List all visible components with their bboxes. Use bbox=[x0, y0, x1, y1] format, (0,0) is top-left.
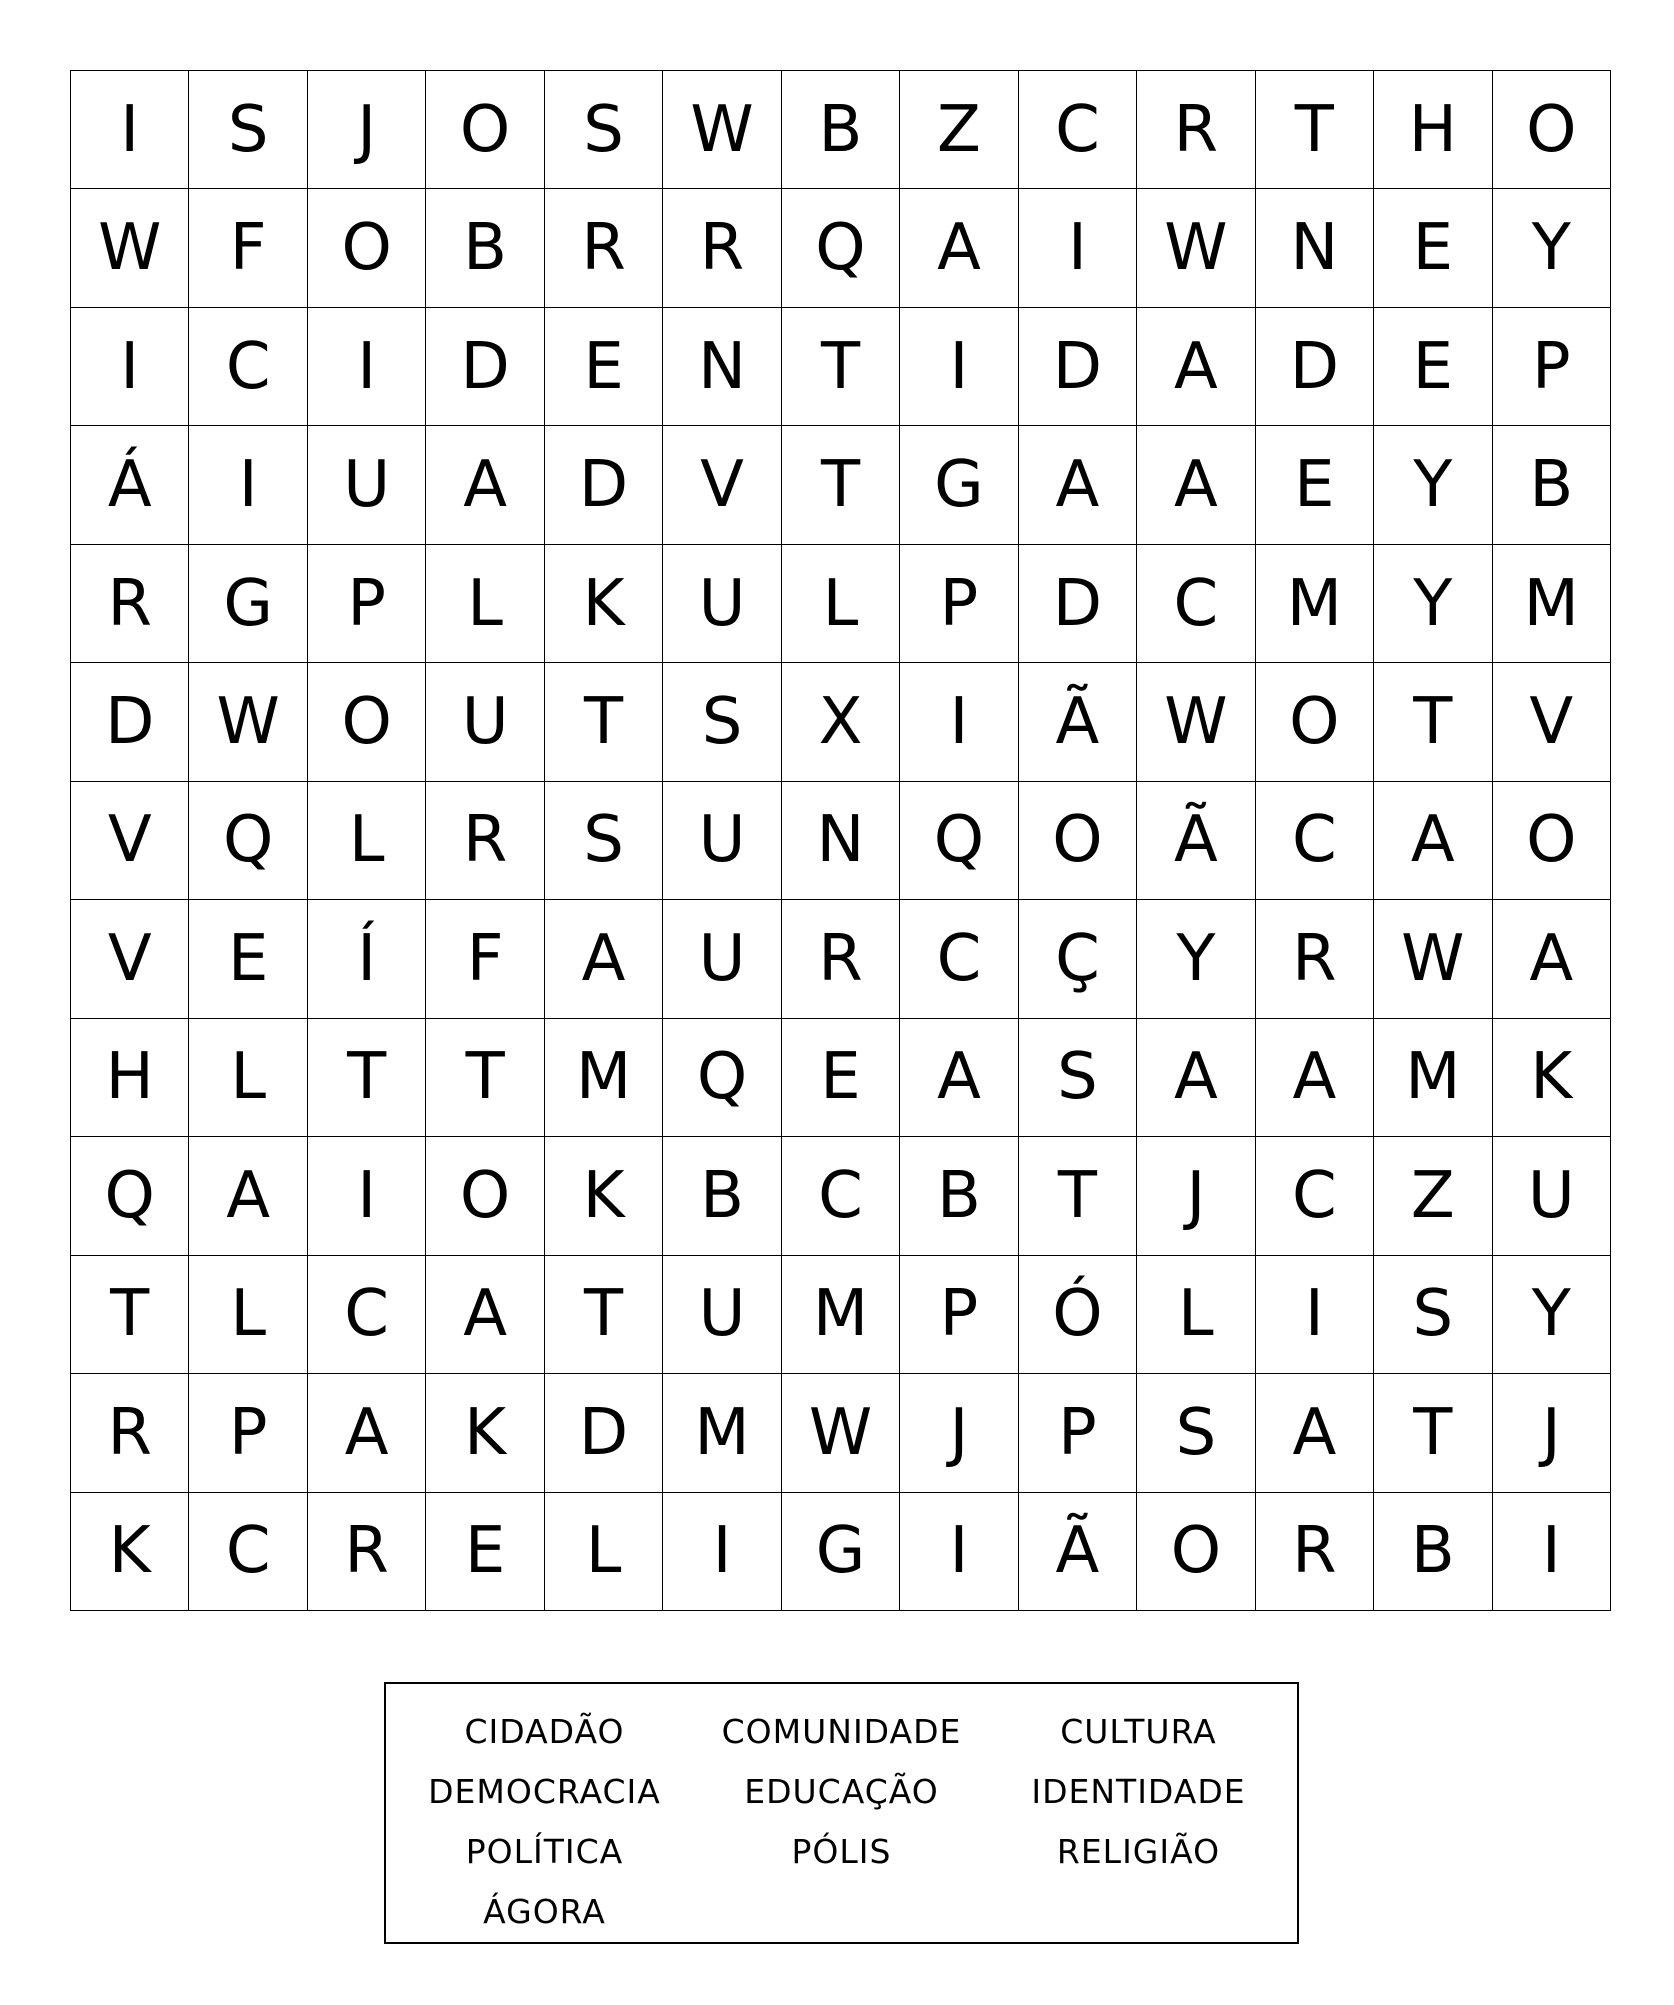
grid-cell[interactable]: Y bbox=[1374, 545, 1492, 663]
grid-cell[interactable]: A bbox=[1256, 1374, 1374, 1492]
grid-cell[interactable]: I bbox=[1019, 189, 1137, 307]
grid-cell[interactable]: R bbox=[1256, 1493, 1374, 1611]
grid-cell[interactable]: H bbox=[1374, 71, 1492, 189]
grid-cell[interactable]: S bbox=[1137, 1374, 1255, 1492]
grid-cell[interactable]: S bbox=[1374, 1256, 1492, 1374]
grid-cell[interactable]: I bbox=[189, 426, 307, 544]
grid-cell[interactable]: S bbox=[663, 663, 781, 781]
grid-cell[interactable]: A bbox=[1137, 308, 1255, 426]
grid-cell[interactable]: V bbox=[71, 900, 189, 1018]
grid-cell[interactable]: O bbox=[1137, 1493, 1255, 1611]
grid-cell[interactable]: E bbox=[189, 900, 307, 1018]
word-list-item: DEMOCRACIA bbox=[428, 1772, 661, 1811]
grid-cell[interactable]: B bbox=[1374, 1493, 1492, 1611]
grid-cell[interactable]: O bbox=[1256, 663, 1374, 781]
grid-cell[interactable]: C bbox=[1256, 782, 1374, 900]
grid-cell[interactable]: I bbox=[71, 308, 189, 426]
grid-cell[interactable]: A bbox=[900, 189, 1018, 307]
grid-cell[interactable]: M bbox=[1493, 545, 1611, 663]
grid-cell[interactable]: X bbox=[782, 663, 900, 781]
grid-cell[interactable]: E bbox=[1374, 189, 1492, 307]
grid-cell[interactable]: S bbox=[545, 71, 663, 189]
grid-cell[interactable]: L bbox=[189, 1256, 307, 1374]
grid-cell[interactable]: O bbox=[426, 71, 544, 189]
grid-cell[interactable]: A bbox=[545, 900, 663, 1018]
grid-cell[interactable]: B bbox=[782, 71, 900, 189]
grid-cell[interactable]: O bbox=[308, 189, 426, 307]
grid-cell[interactable]: K bbox=[71, 1493, 189, 1611]
grid-cell[interactable]: I bbox=[900, 663, 1018, 781]
grid-cell[interactable]: Á bbox=[71, 426, 189, 544]
grid-cell[interactable]: R bbox=[782, 900, 900, 1018]
grid-cell[interactable]: U bbox=[426, 663, 544, 781]
grid-cell[interactable]: Ç bbox=[1019, 900, 1137, 1018]
grid-cell[interactable]: W bbox=[1137, 663, 1255, 781]
grid-cell[interactable]: R bbox=[1256, 900, 1374, 1018]
grid-cell[interactable]: C bbox=[189, 308, 307, 426]
grid-cell[interactable]: T bbox=[545, 1256, 663, 1374]
grid-cell[interactable]: L bbox=[426, 545, 544, 663]
grid-cell[interactable]: A bbox=[1137, 426, 1255, 544]
grid-cell[interactable]: G bbox=[782, 1493, 900, 1611]
word-list-column bbox=[397, 1702, 691, 1942]
letter-grid bbox=[70, 70, 1611, 1611]
grid-cell[interactable]: K bbox=[426, 1374, 544, 1492]
grid-cell[interactable]: Y bbox=[1374, 426, 1492, 544]
grid-cell[interactable]: W bbox=[782, 1374, 900, 1492]
grid-cell[interactable]: P bbox=[189, 1374, 307, 1492]
grid-cell[interactable]: Ã bbox=[1019, 663, 1137, 781]
grid-cell[interactable]: I bbox=[900, 308, 1018, 426]
grid-cell[interactable]: L bbox=[782, 545, 900, 663]
grid-cell[interactable]: R bbox=[545, 189, 663, 307]
grid-cell[interactable]: O bbox=[308, 663, 426, 781]
grid-cell[interactable]: T bbox=[1374, 1374, 1492, 1492]
grid-cell[interactable]: V bbox=[663, 426, 781, 544]
grid-cell[interactable]: L bbox=[1137, 1256, 1255, 1374]
word-list-item: IDENTIDADE bbox=[1031, 1772, 1246, 1811]
grid-cell[interactable]: V bbox=[1493, 663, 1611, 781]
grid-cell[interactable]: A bbox=[1256, 1019, 1374, 1137]
grid-cell[interactable]: V bbox=[71, 782, 189, 900]
grid-cell[interactable]: R bbox=[426, 782, 544, 900]
grid-cell[interactable]: P bbox=[1019, 1374, 1137, 1492]
grid-cell[interactable]: U bbox=[1493, 1137, 1611, 1255]
grid-cell[interactable]: C bbox=[1256, 1137, 1374, 1255]
grid-cell[interactable]: T bbox=[1374, 663, 1492, 781]
grid-cell[interactable]: G bbox=[900, 426, 1018, 544]
grid-cell[interactable]: T bbox=[71, 1256, 189, 1374]
grid-cell[interactable]: S bbox=[189, 71, 307, 189]
grid-cell[interactable]: I bbox=[663, 1493, 781, 1611]
grid-cell[interactable]: J bbox=[308, 71, 426, 189]
word-list-item: CIDADÃO bbox=[464, 1712, 625, 1751]
grid-cell[interactable]: K bbox=[1493, 1019, 1611, 1137]
grid-cell[interactable]: A bbox=[1374, 782, 1492, 900]
grid-cell[interactable]: I bbox=[900, 1493, 1018, 1611]
grid-cell[interactable]: W bbox=[189, 663, 307, 781]
word-list-column bbox=[991, 1702, 1285, 1942]
grid-cell[interactable]: F bbox=[426, 900, 544, 1018]
grid-cell[interactable]: T bbox=[545, 663, 663, 781]
grid-cell[interactable]: A bbox=[900, 1019, 1018, 1137]
word-list-item: COMUNIDADE bbox=[721, 1712, 962, 1751]
grid-cell[interactable]: L bbox=[545, 1493, 663, 1611]
grid-cell[interactable]: R bbox=[663, 189, 781, 307]
grid-cell[interactable]: M bbox=[1256, 545, 1374, 663]
grid-cell[interactable]: Q bbox=[900, 782, 1018, 900]
grid-cell[interactable]: E bbox=[782, 1019, 900, 1137]
grid-cell[interactable]: Y bbox=[1493, 189, 1611, 307]
word-list-item: CULTURA bbox=[1060, 1712, 1217, 1751]
grid-cell[interactable]: Y bbox=[1137, 900, 1255, 1018]
grid-cell[interactable]: P bbox=[1493, 308, 1611, 426]
word-list-box bbox=[384, 1682, 1299, 1944]
grid-cell[interactable]: O bbox=[1019, 782, 1137, 900]
grid-cell[interactable]: K bbox=[545, 1137, 663, 1255]
grid-cell[interactable]: P bbox=[900, 1256, 1018, 1374]
grid-cell[interactable]: A bbox=[1493, 900, 1611, 1018]
grid-cell[interactable]: R bbox=[71, 1374, 189, 1492]
grid-cell[interactable]: D bbox=[1019, 545, 1137, 663]
grid-cell[interactable]: C bbox=[1019, 71, 1137, 189]
grid-cell[interactable]: B bbox=[663, 1137, 781, 1255]
grid-cell[interactable]: T bbox=[782, 308, 900, 426]
word-list-item: PÓLIS bbox=[791, 1832, 892, 1871]
grid-cell[interactable]: C bbox=[189, 1493, 307, 1611]
grid-cell[interactable]: D bbox=[545, 1374, 663, 1492]
grid-cell[interactable]: E bbox=[1256, 426, 1374, 544]
word-list-item: POLÍTICA bbox=[465, 1832, 624, 1871]
grid-cell[interactable]: M bbox=[782, 1256, 900, 1374]
grid-cell[interactable]: N bbox=[782, 782, 900, 900]
grid-cell[interactable]: C bbox=[308, 1256, 426, 1374]
grid-cell[interactable]: U bbox=[663, 1256, 781, 1374]
grid-cell[interactable]: E bbox=[545, 308, 663, 426]
grid-cell[interactable]: C bbox=[782, 1137, 900, 1255]
grid-cell[interactable]: U bbox=[663, 900, 781, 1018]
grid-cell[interactable]: T bbox=[1256, 71, 1374, 189]
grid-cell[interactable]: B bbox=[900, 1137, 1018, 1255]
grid-cell[interactable]: Ó bbox=[1019, 1256, 1137, 1374]
grid-cell[interactable]: D bbox=[1019, 308, 1137, 426]
grid-cell[interactable]: M bbox=[545, 1019, 663, 1137]
grid-cell[interactable]: Ã bbox=[1019, 1493, 1137, 1611]
grid-cell[interactable]: U bbox=[308, 426, 426, 544]
grid-cell[interactable]: E bbox=[1374, 308, 1492, 426]
grid-cell[interactable]: J bbox=[900, 1374, 1018, 1492]
grid-cell[interactable]: Z bbox=[900, 71, 1018, 189]
grid-cell[interactable]: D bbox=[1256, 308, 1374, 426]
word-list-item: RELIGIÃO bbox=[1056, 1832, 1221, 1871]
grid-cell[interactable]: T bbox=[782, 426, 900, 544]
grid-cell[interactable]: N bbox=[1256, 189, 1374, 307]
grid-cell[interactable]: U bbox=[663, 545, 781, 663]
grid-cell[interactable]: E bbox=[426, 1493, 544, 1611]
grid-cell[interactable]: W bbox=[71, 189, 189, 307]
grid-cell[interactable]: Ã bbox=[1137, 782, 1255, 900]
grid-cell[interactable]: A bbox=[1019, 426, 1137, 544]
grid-cell[interactable]: B bbox=[1493, 426, 1611, 544]
grid-cell[interactable]: C bbox=[900, 900, 1018, 1018]
grid-cell[interactable]: T bbox=[1019, 1137, 1137, 1255]
grid-cell[interactable]: W bbox=[663, 71, 781, 189]
grid-cell[interactable]: W bbox=[1374, 900, 1492, 1018]
grid-cell[interactable]: P bbox=[900, 545, 1018, 663]
grid-cell[interactable]: N bbox=[663, 308, 781, 426]
grid-cell[interactable]: I bbox=[71, 71, 189, 189]
grid-cell[interactable]: C bbox=[1137, 545, 1255, 663]
grid-cell[interactable]: D bbox=[71, 663, 189, 781]
grid-cell[interactable]: W bbox=[1137, 189, 1255, 307]
grid-cell[interactable]: L bbox=[189, 1019, 307, 1137]
grid-cell[interactable]: O bbox=[1493, 782, 1611, 900]
grid-cell[interactable]: A bbox=[189, 1137, 307, 1255]
grid-cell[interactable]: A bbox=[426, 1256, 544, 1374]
grid-cell[interactable]: O bbox=[1493, 71, 1611, 189]
grid-cell[interactable]: O bbox=[426, 1137, 544, 1255]
grid-cell[interactable]: Q bbox=[189, 782, 307, 900]
grid-cell[interactable]: P bbox=[308, 545, 426, 663]
grid-cell[interactable]: K bbox=[545, 545, 663, 663]
grid-cell[interactable]: Q bbox=[782, 189, 900, 307]
grid-cell[interactable]: Y bbox=[1493, 1256, 1611, 1374]
grid-cell[interactable]: D bbox=[545, 426, 663, 544]
grid-cell[interactable]: G bbox=[189, 545, 307, 663]
word-list-item: ÁGORA bbox=[483, 1892, 606, 1931]
word-list-item: EDUCAÇÃO bbox=[744, 1772, 939, 1811]
grid-cell[interactable]: A bbox=[426, 426, 544, 544]
grid-cell[interactable]: B bbox=[426, 189, 544, 307]
grid-cell[interactable]: R bbox=[308, 1493, 426, 1611]
grid-cell[interactable]: L bbox=[308, 782, 426, 900]
grid-cell[interactable]: Q bbox=[663, 1019, 781, 1137]
grid-cell[interactable]: I bbox=[1493, 1493, 1611, 1611]
grid-cell[interactable]: I bbox=[308, 1137, 426, 1255]
grid-cell[interactable]: F bbox=[189, 189, 307, 307]
grid-cell[interactable]: J bbox=[1493, 1374, 1611, 1492]
grid-cell[interactable]: A bbox=[308, 1374, 426, 1492]
grid-cell[interactable]: D bbox=[426, 308, 544, 426]
grid-cell[interactable]: U bbox=[663, 782, 781, 900]
word-list-column bbox=[694, 1702, 988, 1942]
grid-cell[interactable]: M bbox=[663, 1374, 781, 1492]
grid-cell[interactable]: Z bbox=[1374, 1137, 1492, 1255]
grid-cell[interactable]: T bbox=[308, 1019, 426, 1137]
grid-cell[interactable]: Q bbox=[71, 1137, 189, 1255]
grid-cell[interactable]: A bbox=[1137, 1019, 1255, 1137]
grid-cell[interactable]: I bbox=[308, 308, 426, 426]
grid-cell[interactable]: R bbox=[1137, 71, 1255, 189]
grid-cell[interactable]: T bbox=[426, 1019, 544, 1137]
grid-cell[interactable]: S bbox=[1019, 1019, 1137, 1137]
grid-cell[interactable]: M bbox=[1374, 1019, 1492, 1137]
grid-cell[interactable]: R bbox=[71, 545, 189, 663]
grid-cell[interactable]: S bbox=[545, 782, 663, 900]
grid-cell[interactable]: J bbox=[1137, 1137, 1255, 1255]
grid-cell[interactable]: Í bbox=[308, 900, 426, 1018]
grid-cell[interactable]: I bbox=[1256, 1256, 1374, 1374]
grid-cell[interactable]: H bbox=[71, 1019, 189, 1137]
